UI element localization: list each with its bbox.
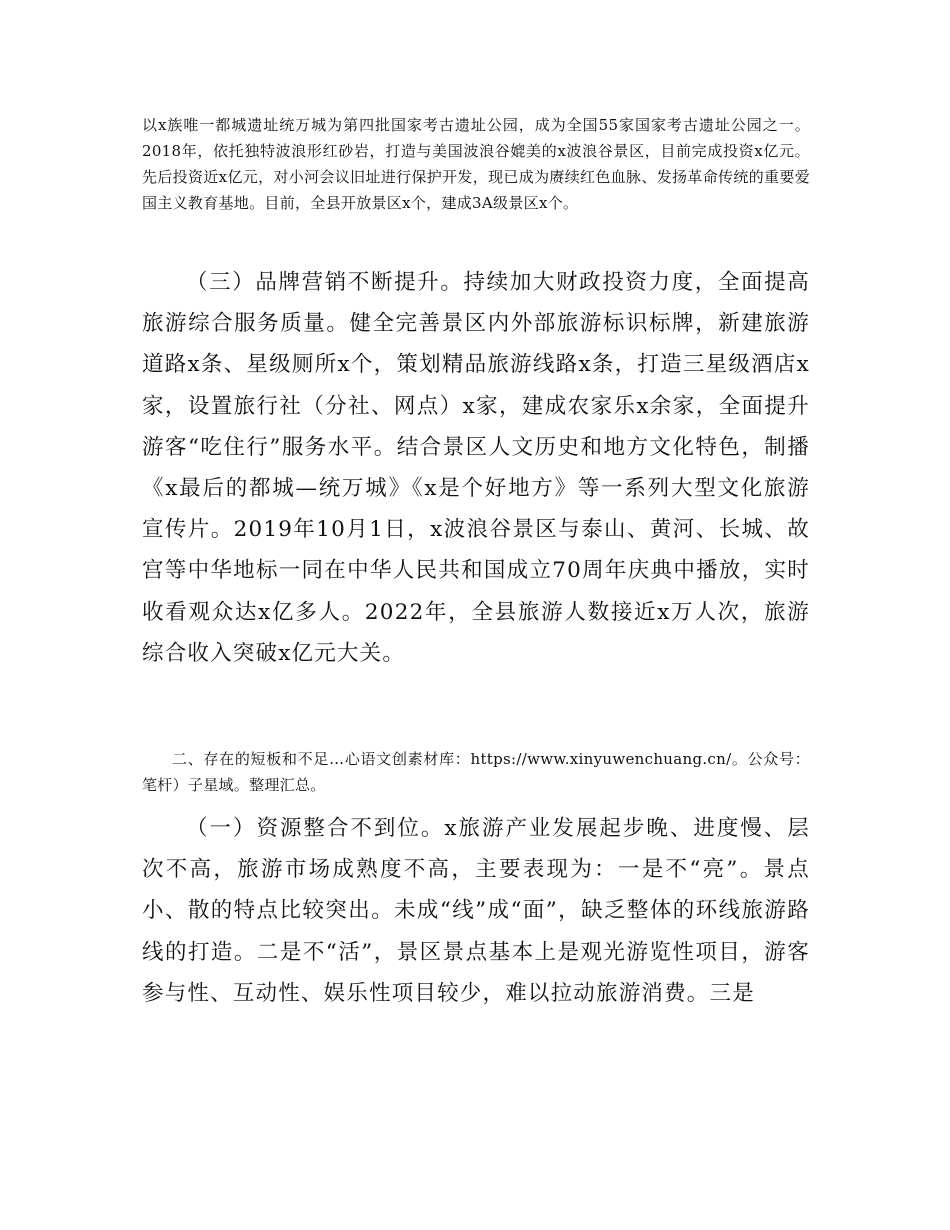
paragraph-resource-integration: （一）资源整合不到位。x旅游产业发展起步晚、进度慢、层次不高，旅游市场成熟度不高，主要表现为：一是不“亮”。景点小、散的特点比较突出。未成“线”成“面”，缺乏整体的环线旅游路线的打造。二是不“活”，景区景点基本上是观光游览性项目，游客参与性、互动性、娱乐性项目较少，难以拉动旅游消费。三是: [142, 816, 810, 1006]
section-heading-shortcomings: 二、存在的短板和不足…心语文创素材库：https://www.xinyuwenchuang.cn/。公众号：笔杆）子星域。整理汇总。: [142, 750, 810, 794]
paragraph-brand-marketing: （三）品牌营销不断提升。持续加大财政投资力度，全面提高旅游综合服务质量。健全完善景区内外部旅游标识标牌，新建旅游道路x条、星级厕所x个，策划精品旅游线路x条，打造三星级酒店x家，设置旅行社（分社、网点）x家，建成农家乐x余家，全面提升游客“吃住行”服务水平。结合景区人文历史和地方文化特色，制播《x最后的都城—统万城》《x是个好地方》等一系列大型文化旅游宣传片。2019年10月1日，x波浪谷景区与泰山、黄河、长城、故宫等中华地标一同在中华人民共和国成立70周年庆典中播放，实时收看观众达x亿多人。2022年，全县旅游人数接近x万人次，旅游综合收入突破x亿元大关。: [142, 270, 810, 666]
paragraph-tourism-sites: 以x族唯一都城遗址统万城为第四批国家考古遗址公园，成为全国55家国家考古遗址公园之一。2018年，依托独特波浪形红砂岩，打造与美国波浪谷媲美的x波浪谷景区，目前完成投资x亿元。先后投资近x亿元，对小河会议旧址进行保护开发，现已成为赓续红色血脉、发扬革命传统的重要爱国主义教育基地。目前，全县开放景区x个，建成3A级景区x个。: [142, 116, 810, 212]
